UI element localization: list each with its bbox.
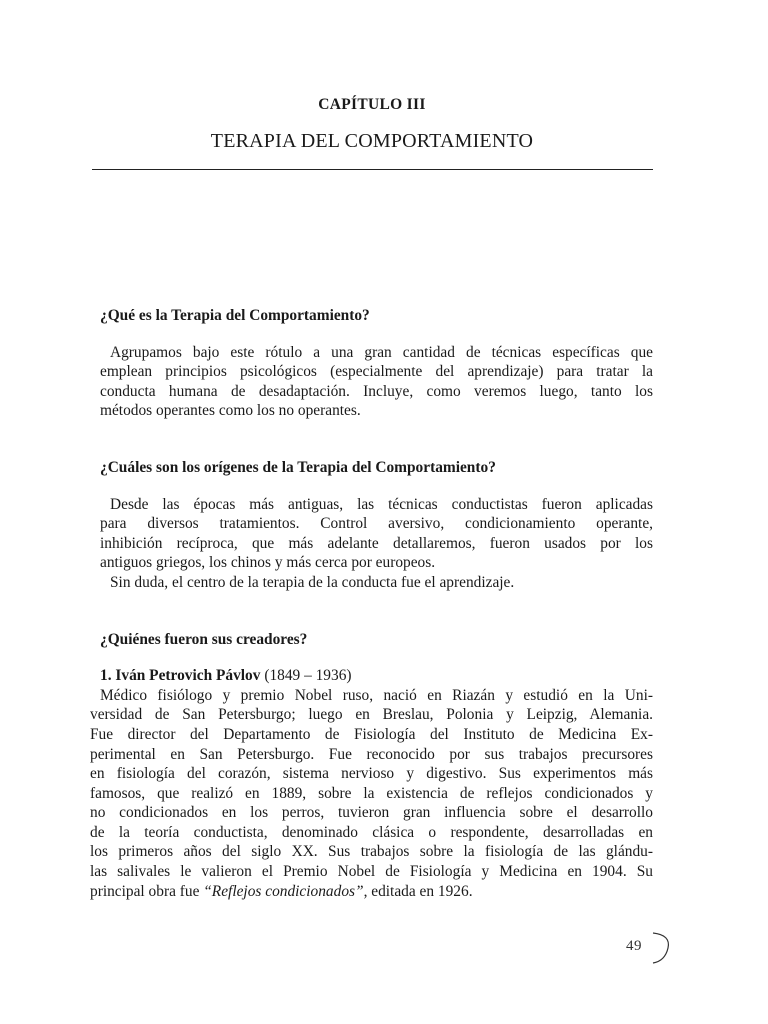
text-line: métodos operantes como los no operantes. <box>100 402 361 420</box>
page-number: 49 <box>626 938 642 954</box>
text-line: las salivales le valieron el Premio Nobel de Fisiología y Medicina en 1904. Su <box>90 863 653 881</box>
bio-heading <box>90 666 653 686</box>
text-line: Agrupamos bajo este rótulo a una gran cantidad de técnicas específicas que <box>110 343 653 361</box>
text-line: conducta humana de desadaptación. Incluye, como veremos luego, tanto los <box>100 382 653 400</box>
bio-paragraph <box>90 686 653 902</box>
text-fragment: principal obra fue <box>90 882 204 900</box>
text-line: Sin duda, el centro de la terapia de la conducta fue el aprendizaje. <box>110 573 515 591</box>
text-line: famosos, que realizó en 1889, sobre la existencia de reflejos condicionados y <box>90 784 653 802</box>
text-line: Médico fisiólogo y premio Nobel ruso, nació en Riazán y estudió en la Uni- <box>100 686 653 704</box>
text-line: Desde las épocas más antiguas, las técnicas conductistas fueron aplicadas <box>110 495 653 513</box>
page-body <box>90 306 653 901</box>
title-divider <box>92 169 653 170</box>
section-paragraph <box>90 343 653 421</box>
section-heading: ¿Cuáles son los orígenes de la Terapia del Comportamiento? <box>100 458 496 476</box>
work-title: “Reflejos condicionados” <box>203 882 364 900</box>
section-heading: ¿Quiénes fueron sus creadores? <box>100 630 308 648</box>
text-line: Fue director del Departamento de Fisiología del Instituto de Medicina Ex- <box>90 725 653 743</box>
text-line <box>90 882 653 902</box>
text-line: inhibición recíproca, que más adelante detallaremos, fueron usados por los <box>100 534 653 552</box>
section-paragraph <box>90 495 653 593</box>
text-line: los primeros años del siglo XX. Sus trabajos sobre la fisiología de las glándu- <box>90 843 653 861</box>
text-line: emplean principios psicológicos (especialmente del aprendizaje) para tratar la <box>100 363 653 381</box>
chapter-label: CAPÍTULO III <box>318 96 426 113</box>
section-heading: ¿Qué es la Terapia del Comportamiento? <box>100 307 370 324</box>
text-fragment: , editada en 1926. <box>363 882 473 900</box>
text-line: antiguos griegos, los chinos y más cerca por europeos. <box>100 554 436 572</box>
text-line: de la teoría conductista, denominado clásica o respondente, desarrolladas en <box>90 823 653 841</box>
text-line: para diversos tratamientos. Control aversivo, condicionamiento operante, <box>100 515 653 533</box>
page-number-bracket-icon <box>651 931 671 965</box>
bio-years: (1849 – 1936) <box>264 667 352 685</box>
text-line: no condicionados en los perros, tuvieron gran influencia sobre el desarrollo <box>90 804 653 822</box>
chapter-title: TERAPIA DEL COMPORTAMIENTO <box>210 130 534 152</box>
text-line: en fisiología del corazón, sistema nervioso y digestivo. Sus experimentos más <box>90 765 653 783</box>
text-line: versidad de San Petersburgo; luego en Breslau, Polonia y Leipzig, Alemania. <box>90 706 653 724</box>
text-line: perimental en San Petersburgo. Fue reconocido por sus trabajos precursores <box>90 745 653 763</box>
bio-name: 1. Iván Petrovich Pávlov <box>100 667 261 685</box>
